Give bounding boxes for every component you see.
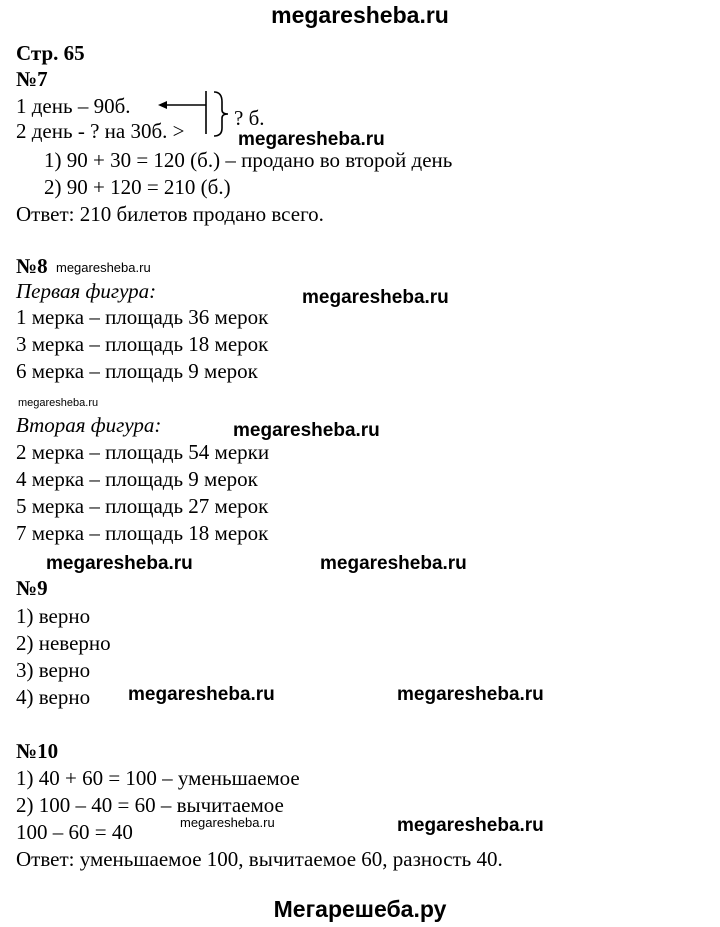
task10-answer: Ответ: уменьшаемое 100, вычитаемое 60, разность 40. [16, 847, 503, 871]
task7-number: №7 [16, 67, 48, 91]
task10-number: №10 [16, 739, 59, 763]
arrow-head [158, 101, 167, 109]
watermark-figure2: megaresheba.ru [233, 420, 380, 441]
task7-line1: 1 день – 90б. [16, 94, 131, 118]
task7-step1: 1) 90 + 30 = 120 (б.) – продано во второй день [44, 148, 453, 172]
watermark-row-right: megaresheba.ru [320, 553, 467, 574]
task9-number: №9 [16, 576, 48, 600]
watermark-tiny: megaresheba.ru [18, 397, 99, 409]
figure1-line: 3 мерка – площадь 18 мерок [16, 332, 269, 356]
task10-line: 1) 40 + 60 = 100 – уменьшаемое [16, 766, 300, 790]
watermark-task7: megaresheba.ru [238, 129, 385, 150]
task7-total: ? б. [234, 106, 265, 130]
task8-figure1-title: Первая фигура: [16, 279, 157, 303]
task9-line: 2) неверно [16, 631, 111, 655]
task10-line: 2) 100 – 40 = 60 – вычитаемое [16, 793, 284, 817]
task7-answer: Ответ: 210 билетов продано всего. [16, 202, 324, 226]
watermark-task9-right: megaresheba.ru [397, 684, 544, 705]
header-watermark: megaresheba.ru [271, 2, 449, 28]
page-heading: Стр. 65 [16, 41, 85, 65]
curly-brace [214, 92, 228, 136]
task8-number: №8 [16, 254, 48, 278]
task9-line: 3) верно [16, 658, 91, 682]
task8-figure2-title: Вторая фигура: [16, 413, 162, 437]
watermark-task10-small: megaresheba.ru [180, 815, 275, 830]
watermark-task8-small: megaresheba.ru [56, 260, 151, 275]
task9-line: 1) верно [16, 604, 91, 628]
watermark-task10-right: megaresheba.ru [397, 815, 544, 836]
figure2-line: 2 мерка – площадь 54 мерки [16, 440, 270, 464]
watermark-row-left: megaresheba.ru [46, 553, 193, 574]
figure2-line: 4 мерка – площадь 9 мерок [16, 467, 258, 491]
figure2-line: 7 мерка – площадь 18 мерок [16, 521, 269, 545]
figure1-line: 6 мерка – площадь 9 мерок [16, 359, 258, 383]
task10-line: 100 – 60 = 40 [16, 820, 133, 844]
task7-step2: 2) 90 + 120 = 210 (б.) [44, 175, 231, 199]
task9-line: 4) верно [16, 685, 91, 709]
watermark-figure1: megaresheba.ru [302, 287, 449, 308]
footer-site: Мегарешеба.ру [273, 896, 447, 922]
figure1-line: 1 мерка – площадь 36 мерок [16, 305, 269, 329]
task7-arrow-brace-diagram [150, 86, 240, 146]
watermark-task9-mid: megaresheba.ru [128, 684, 275, 705]
task7-line2: 2 день - ? на 30б. > [16, 119, 185, 143]
figure2-line: 5 мерка – площадь 27 мерок [16, 494, 269, 518]
